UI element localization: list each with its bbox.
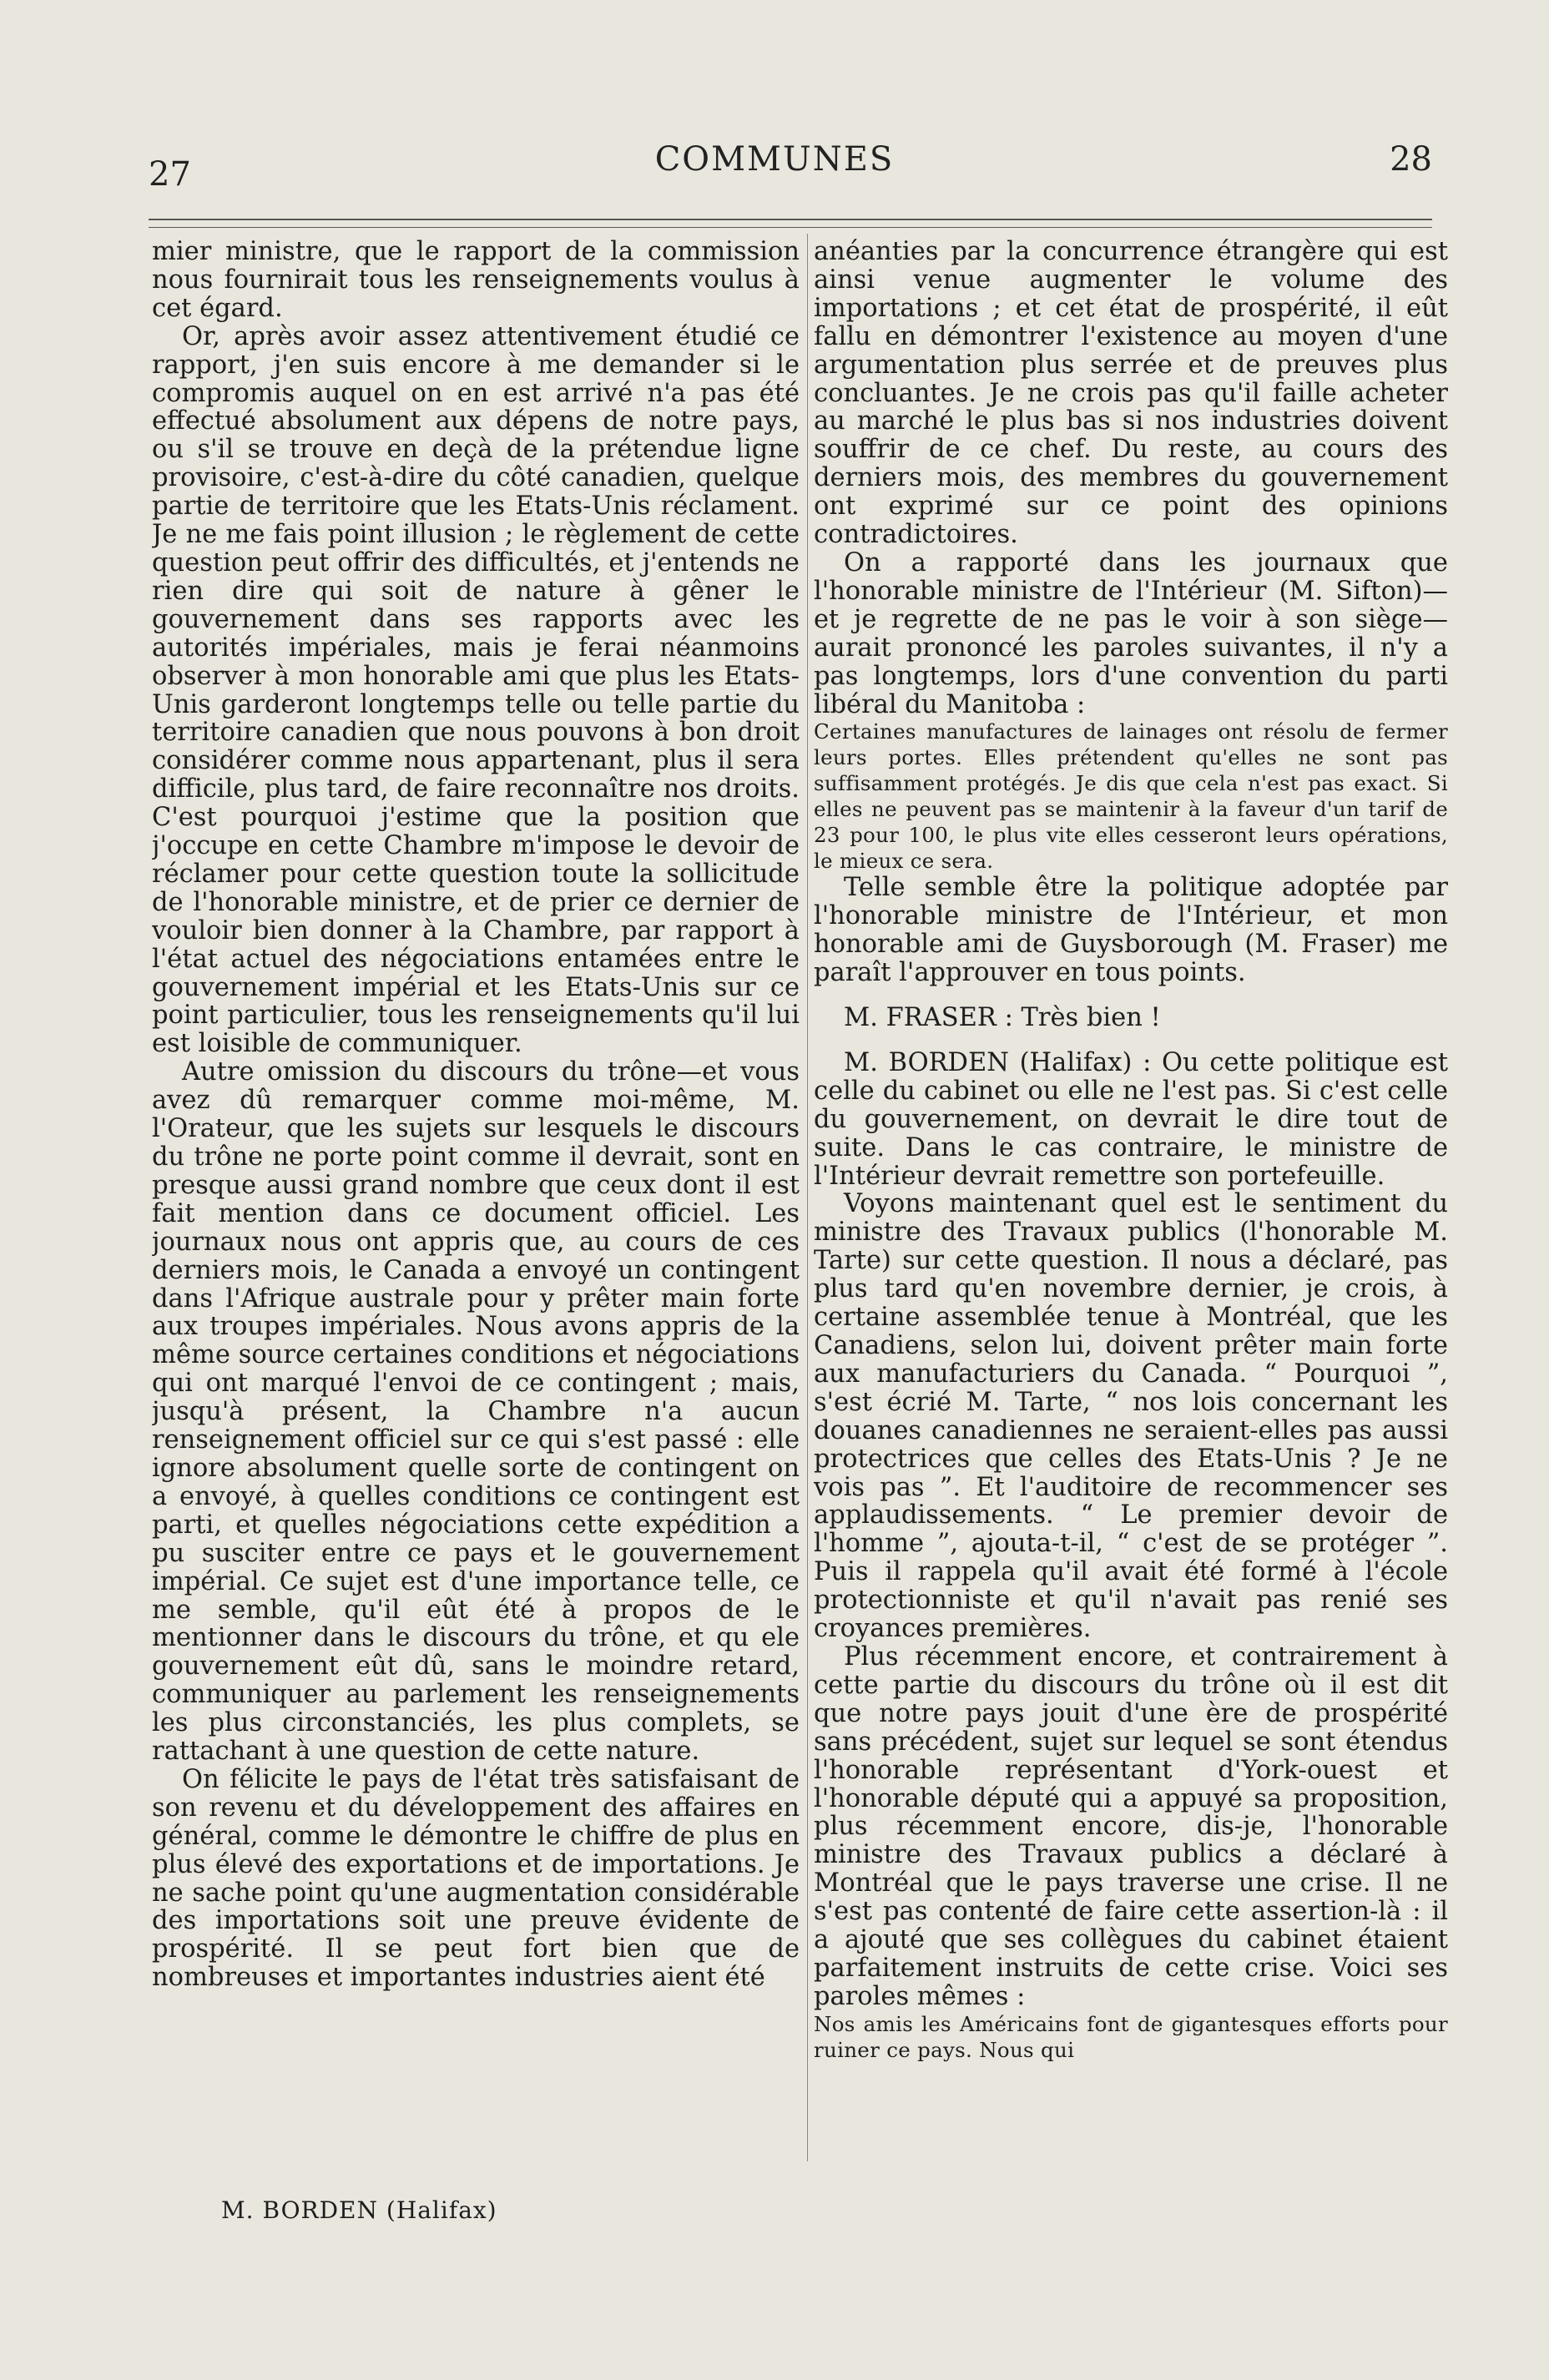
paragraph: M. BORDEN (Halifax) : Ou cette politique est celle du cabinet ou elle ne l'est pas. Si c'est celle du gouvernement, on devrait le dire tout de suite. Dans le cas contraire, le ministre de l'Intérieur devrait remettre son portefeuille.: [814, 1047, 1448, 1191]
block-quote: Certaines manufactures de lainages ont résolu de fermer leurs portes. Elles prétendent qu'elles ne sont pas suffisamment protégés. Je dis que cela n'est pas exact. Si elles ne peuvent pas se maintenir à la faveur d'un tarif de 23 pour 100, le plus vite elles cesseront leurs opérations, le mieux ce sera.: [814, 719, 1448, 874]
paragraph: Plus récemment encore, et contrairement à cette partie du discours du trône où il est dit que notre pays jouit d'une ère de prospérité sans précédent, sujet sur lequel se sont étendus l'honorable représentant d'York-ouest et l'honorable député qui a appuyé sa proposition, plus récemment encore, dis-je, l'honorable ministre des Travaux publics a déclaré à Montréal que le pays traverse une crise. Il ne s'est pas contenté de faire cette assertion-là : il a ajouté que ses collègues du cabinet étaient parfaitement instruits de cette crise. Voici ses paroles mêmes :: [814, 1641, 1448, 2011]
paragraph: Voyons maintenant quel est le sentiment du ministre des Travaux publics (l'honorable M. Tarte) sur cette question. Il nous a déclaré, pas plus tard qu'en novembre dernier, je crois, à certaine assemblée tenue à Montréal, que les Canadiens, selon lui, doivent prêter main forte aux manufacturiers du Canada. “ Pourquoi ”, s'est écrié M. Tarte, “ nos lois concernant les douanes canadiennes ne seraient-elles pas aussi protectrices que celles des Etats-Unis ? Je ne vois pas ”. Et l'auditoire de recommencer ses applaudissements. “ Le premier devoir de l'homme ”, ajouta-t-il, “ c'est de se protéger ”. Puis il rappela qu'il avait été formé à l'école protectionniste et qu'il n'avait pas renié ses croyances premières.: [814, 1189, 1448, 1644]
block-quote: Nos amis les Américains font de gigantesques efforts pour ruiner ce pays. Nous qui: [814, 2011, 1448, 2062]
page-number-right: 28: [1390, 140, 1432, 179]
column-divider: [807, 234, 808, 2161]
right-column: [814, 238, 1448, 2186]
header-rule: [149, 219, 1432, 220]
paragraph: Telle semble être la politique adoptée par l'honorable ministre de l'Intérieur, et mon honorable ami de Guysborough (M. Fraser) me paraît l'approuver en tous points.: [814, 873, 1448, 988]
page-number-left: 27: [149, 155, 191, 194]
paragraph: anéanties par la concurrence étrangère qui est ainsi venue augmenter le volume des importations ; et cet état de prospérité, il eût fallu en démontrer l'existence au moyen d'une argumentation plus serrée et de preuves plus concluantes. Je ne crois pas qu'il faille acheter au marché le plus bas si nos industries doivent souffrir de ce chef. Du reste, au cours des derniers mois, des membres du gouvernement ont exprimé sur ce point des opinions contradictoires.: [814, 238, 1448, 550]
paragraph: Autre omission du discours du trône—et vous avez dû remarquer comme moi-même, M. l'Orateur, que les sujets sur lesquels le discours du trône ne porte point comme il devrait, sont en presque aussi grand nombre que ceux dont il est fait mention dans ce document officiel. Les journaux nous ont appris que, au cours de ces derniers mois, le Canada a envoyé un contingent dans l'Afrique australe pour y prêter main forte aux troupes impériales. Nous avons appris de la même source certaines conditions et négociations qui ont marqué l'envoi de ce contingent ; mais, jusqu'à présent, la Chambre n'a aucun renseignement officiel sur ce qui s'est passé : elle ignore absolument quelle sorte de contingent on a envoyé, à quelles conditions ce contingent est parti, et quelles négociations cette expédition a pu susciter entre ce pays et le gouvernement impérial. Ce sujet est d'une importance telle, ce me semble, qu'il eût été à propos de le mentionner dans le discours du trône, et qu ele gouvernement eût dû, sans le moindre retard, communiquer au parlement les renseignements les plus circonstanciés, les plus complets, se rattachant à une question de cette nature.: [152, 1057, 800, 1767]
speaker-line: M. FRASER : Très bien !: [844, 1003, 1161, 1033]
paragraph: On a rapporté dans les journaux que l'honorable ministre de l'Intérieur (M. Sifton)—et je regrette de ne pas le voir à son siège—aurait prononcé les paroles suivantes, il n'y a pas longtemps, lors d'une convention du parti libéral du Manitoba :: [814, 547, 1448, 719]
paragraph: Or, après avoir assez attentivement étudié ce rapport, j'en suis encore à me demander si le compromis auquel on en est arrivé n'a pas été effectué absolument aux dépens de notre pays, ou s'il se trouve en deçà de la prétendue ligne provisoire, c'est-à-dire du côté canadien, quelque partie de territoire que les Etats-Unis réclament. Je ne me fais point illusion ; le règlement de cette question peut offrir des difficultés, et j'entends ne rien dire qui soit de nature à gêner le gouvernement dans ses rapports avec les autorités impériales, mais je ferai néanmoins observer à mon honorable ami que plus les Etats-Unis garderont longtemps telle ou telle partie du territoire canadien que nous pouvons à bon droit considérer comme nous appartenant, plus il sera difficile, plus tard, de faire reconnaître nos droits. C'est pourquoi j'estime que la position que j'occupe en cette Chambre m'impose le devoir de réclamer pour cette question toute la sollicitude de l'honorable ministre, et de prier ce dernier de vouloir bien donner à la Chambre, par rapport à l'état actuel des négociations entamées entre le gouvernement impérial et les Etats-Unis sur ce point particulier, tous les renseignements qu'il lui est loisible de communiquer.: [152, 321, 800, 1059]
paragraph: On félicite le pays de l'état très satisfaisant de son revenu et du développement des affaires en général, comme le démontre le chiffre de plus en plus élevé des exportations et de importations. Je ne sache point qu'une augmentation considérable des importations soit une preuve évidente de prospérité. Il se peut fort bien que de nombreuses et importantes industries aient été: [152, 1764, 800, 1993]
header-rule-thin: [149, 227, 1432, 228]
page-title: COMMUNES: [654, 140, 895, 179]
paragraph: mier ministre, que le rapport de la commission nous fournirait tous les renseignements voulus à cet égard.: [152, 238, 800, 323]
left-column: [152, 238, 800, 2186]
footer-speaker: M. BORDEN (Halifax): [221, 2196, 497, 2224]
